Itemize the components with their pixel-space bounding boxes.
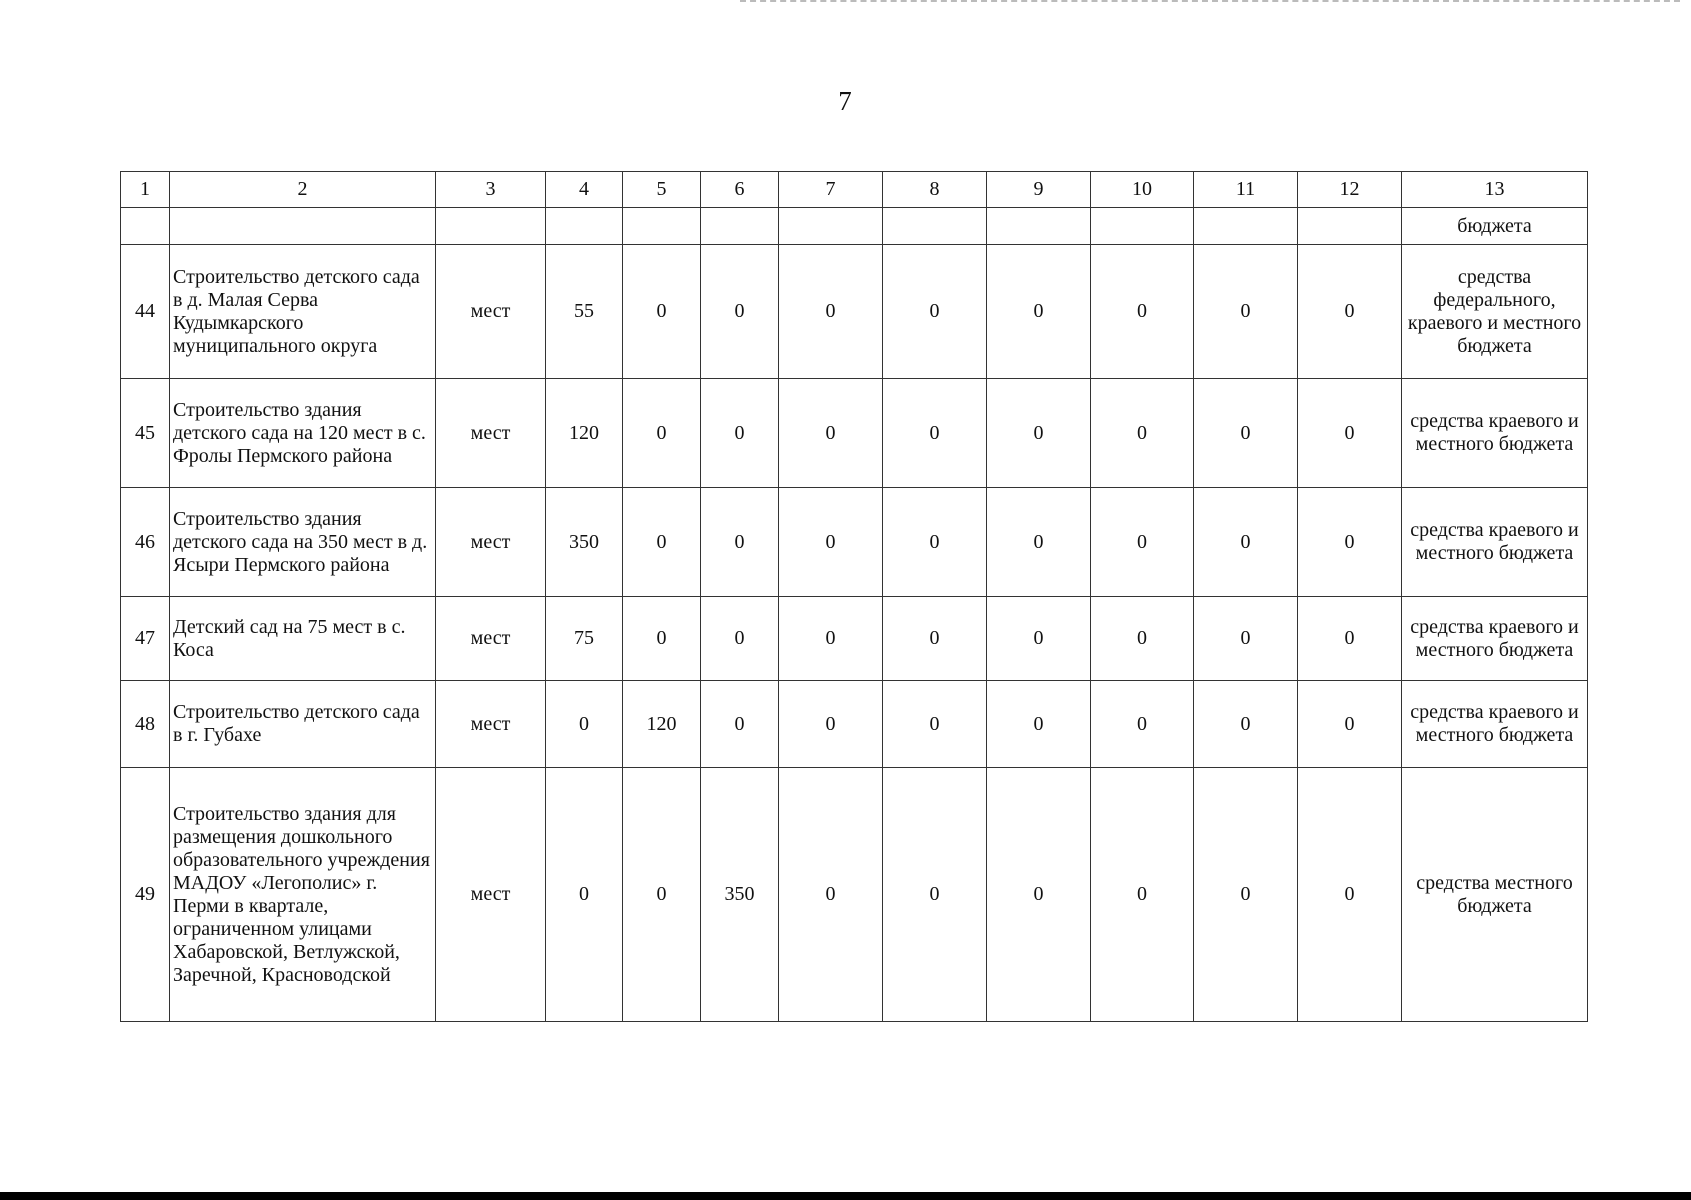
column-number-header-row [121,172,1588,208]
scan-border [0,1192,1691,1200]
table-cell [436,208,546,245]
value-cell: 0 [883,488,987,597]
table-cell [987,208,1091,245]
funding-source-cell: средства краевого и местного бюджета [1402,597,1588,681]
unit-cell: мест [436,768,546,1022]
value-cell: 0 [1298,488,1402,597]
column-header: 3 [436,172,546,208]
value-cell: 0 [1091,681,1194,768]
value-cell: 0 [1091,488,1194,597]
unit-cell: мест [436,379,546,488]
unit-cell: мест [436,681,546,768]
funding-source-cell: бюджета [1402,208,1588,245]
value-cell: 0 [779,597,883,681]
continuation-row [121,208,1588,245]
funding-source-cell: средства краевого и местного бюджета [1402,681,1588,768]
column-header: 8 [883,172,987,208]
column-header: 13 [1402,172,1588,208]
object-name-cell: Детский сад на 75 мест в с. Коса [170,597,436,681]
table-cell [779,208,883,245]
value-cell: 350 [701,768,779,1022]
value-cell: 0 [1194,245,1298,379]
value-cell: 0 [1091,245,1194,379]
value-cell: 0 [623,245,701,379]
table-cell [1298,208,1402,245]
page-number: 7 [838,86,852,116]
value-cell: 0 [1298,768,1402,1022]
table-row [121,597,1588,681]
column-header: 5 [623,172,701,208]
value-cell: 55 [546,245,623,379]
value-cell: 0 [1298,245,1402,379]
value-cell: 350 [546,488,623,597]
value-cell: 0 [987,681,1091,768]
funding-source-cell: средства местного бюджета [1402,768,1588,1022]
value-cell: 0 [701,379,779,488]
value-cell: 0 [987,245,1091,379]
funding-source-cell: средства краевого и местного бюджета [1402,488,1588,597]
value-cell: 0 [701,245,779,379]
table-row [121,768,1588,1022]
table-cell [1194,208,1298,245]
value-cell: 0 [779,768,883,1022]
object-name-cell: Строительство здания детского сада на 350 мест в д. Ясыри Пермского района [170,488,436,597]
scan-artifact-line [740,0,1680,2]
budget-table [120,171,1588,1022]
funding-source-cell: средства федерального, краевого и местного бюджета [1402,245,1588,379]
value-cell: 0 [623,379,701,488]
value-cell: 0 [883,379,987,488]
table-cell [546,208,623,245]
table-cell [1091,208,1194,245]
value-cell: 0 [1194,681,1298,768]
row-number-cell: 47 [121,597,170,681]
value-cell: 0 [546,681,623,768]
value-cell: 0 [1091,768,1194,1022]
value-cell: 0 [701,597,779,681]
row-number-cell: 44 [121,245,170,379]
value-cell: 0 [779,245,883,379]
value-cell: 0 [883,768,987,1022]
unit-cell: мест [436,245,546,379]
table-cell [883,208,987,245]
value-cell: 0 [1091,379,1194,488]
table-row [121,245,1588,379]
object-name-cell: Строительство здания детского сада на 120 мест в с. Фролы Пермского района [170,379,436,488]
column-header: 11 [1194,172,1298,208]
object-name-cell: Строительство здания для размещения дошкольного образовательного учреждения МАДОУ «Легополис» г. Перми в квартале, ограниченном улицами Хабаровской, Ветлужской, Заречной, Красноводской [170,768,436,1022]
value-cell: 0 [1194,488,1298,597]
value-cell: 0 [987,379,1091,488]
value-cell: 0 [623,597,701,681]
object-name-cell: Строительство детского сада в г. Губахе [170,681,436,768]
funding-source-cell: средства краевого и местного бюджета [1402,379,1588,488]
column-header: 1 [121,172,170,208]
table-cell [623,208,701,245]
table-row [121,681,1588,768]
value-cell: 0 [883,245,987,379]
value-cell: 0 [1298,379,1402,488]
table-row [121,379,1588,488]
value-cell: 120 [623,681,701,768]
value-cell: 0 [623,488,701,597]
column-header: 4 [546,172,623,208]
value-cell: 0 [701,681,779,768]
value-cell: 0 [883,597,987,681]
value-cell: 0 [779,681,883,768]
table-row [121,488,1588,597]
table-cell [121,208,170,245]
column-header: 12 [1298,172,1402,208]
column-header: 2 [170,172,436,208]
column-header: 10 [1091,172,1194,208]
column-header: 7 [779,172,883,208]
row-number-cell: 48 [121,681,170,768]
value-cell: 75 [546,597,623,681]
table-cell [170,208,436,245]
value-cell: 0 [1194,597,1298,681]
value-cell: 0 [987,768,1091,1022]
value-cell: 0 [1298,681,1402,768]
row-number-cell: 49 [121,768,170,1022]
value-cell: 0 [987,488,1091,597]
value-cell: 0 [1091,597,1194,681]
value-cell: 0 [779,488,883,597]
value-cell: 0 [779,379,883,488]
value-cell: 0 [987,597,1091,681]
row-number-cell: 45 [121,379,170,488]
value-cell: 0 [1194,379,1298,488]
column-header: 6 [701,172,779,208]
row-number-cell: 46 [121,488,170,597]
unit-cell: мест [436,597,546,681]
value-cell: 0 [623,768,701,1022]
column-header: 9 [987,172,1091,208]
unit-cell: мест [436,488,546,597]
value-cell: 0 [1194,768,1298,1022]
table-cell [701,208,779,245]
object-name-cell: Строительство детского сада в д. Малая Серва Кудымкарского муниципального округа [170,245,436,379]
value-cell: 0 [546,768,623,1022]
value-cell: 0 [701,488,779,597]
value-cell: 120 [546,379,623,488]
value-cell: 0 [883,681,987,768]
value-cell: 0 [1298,597,1402,681]
